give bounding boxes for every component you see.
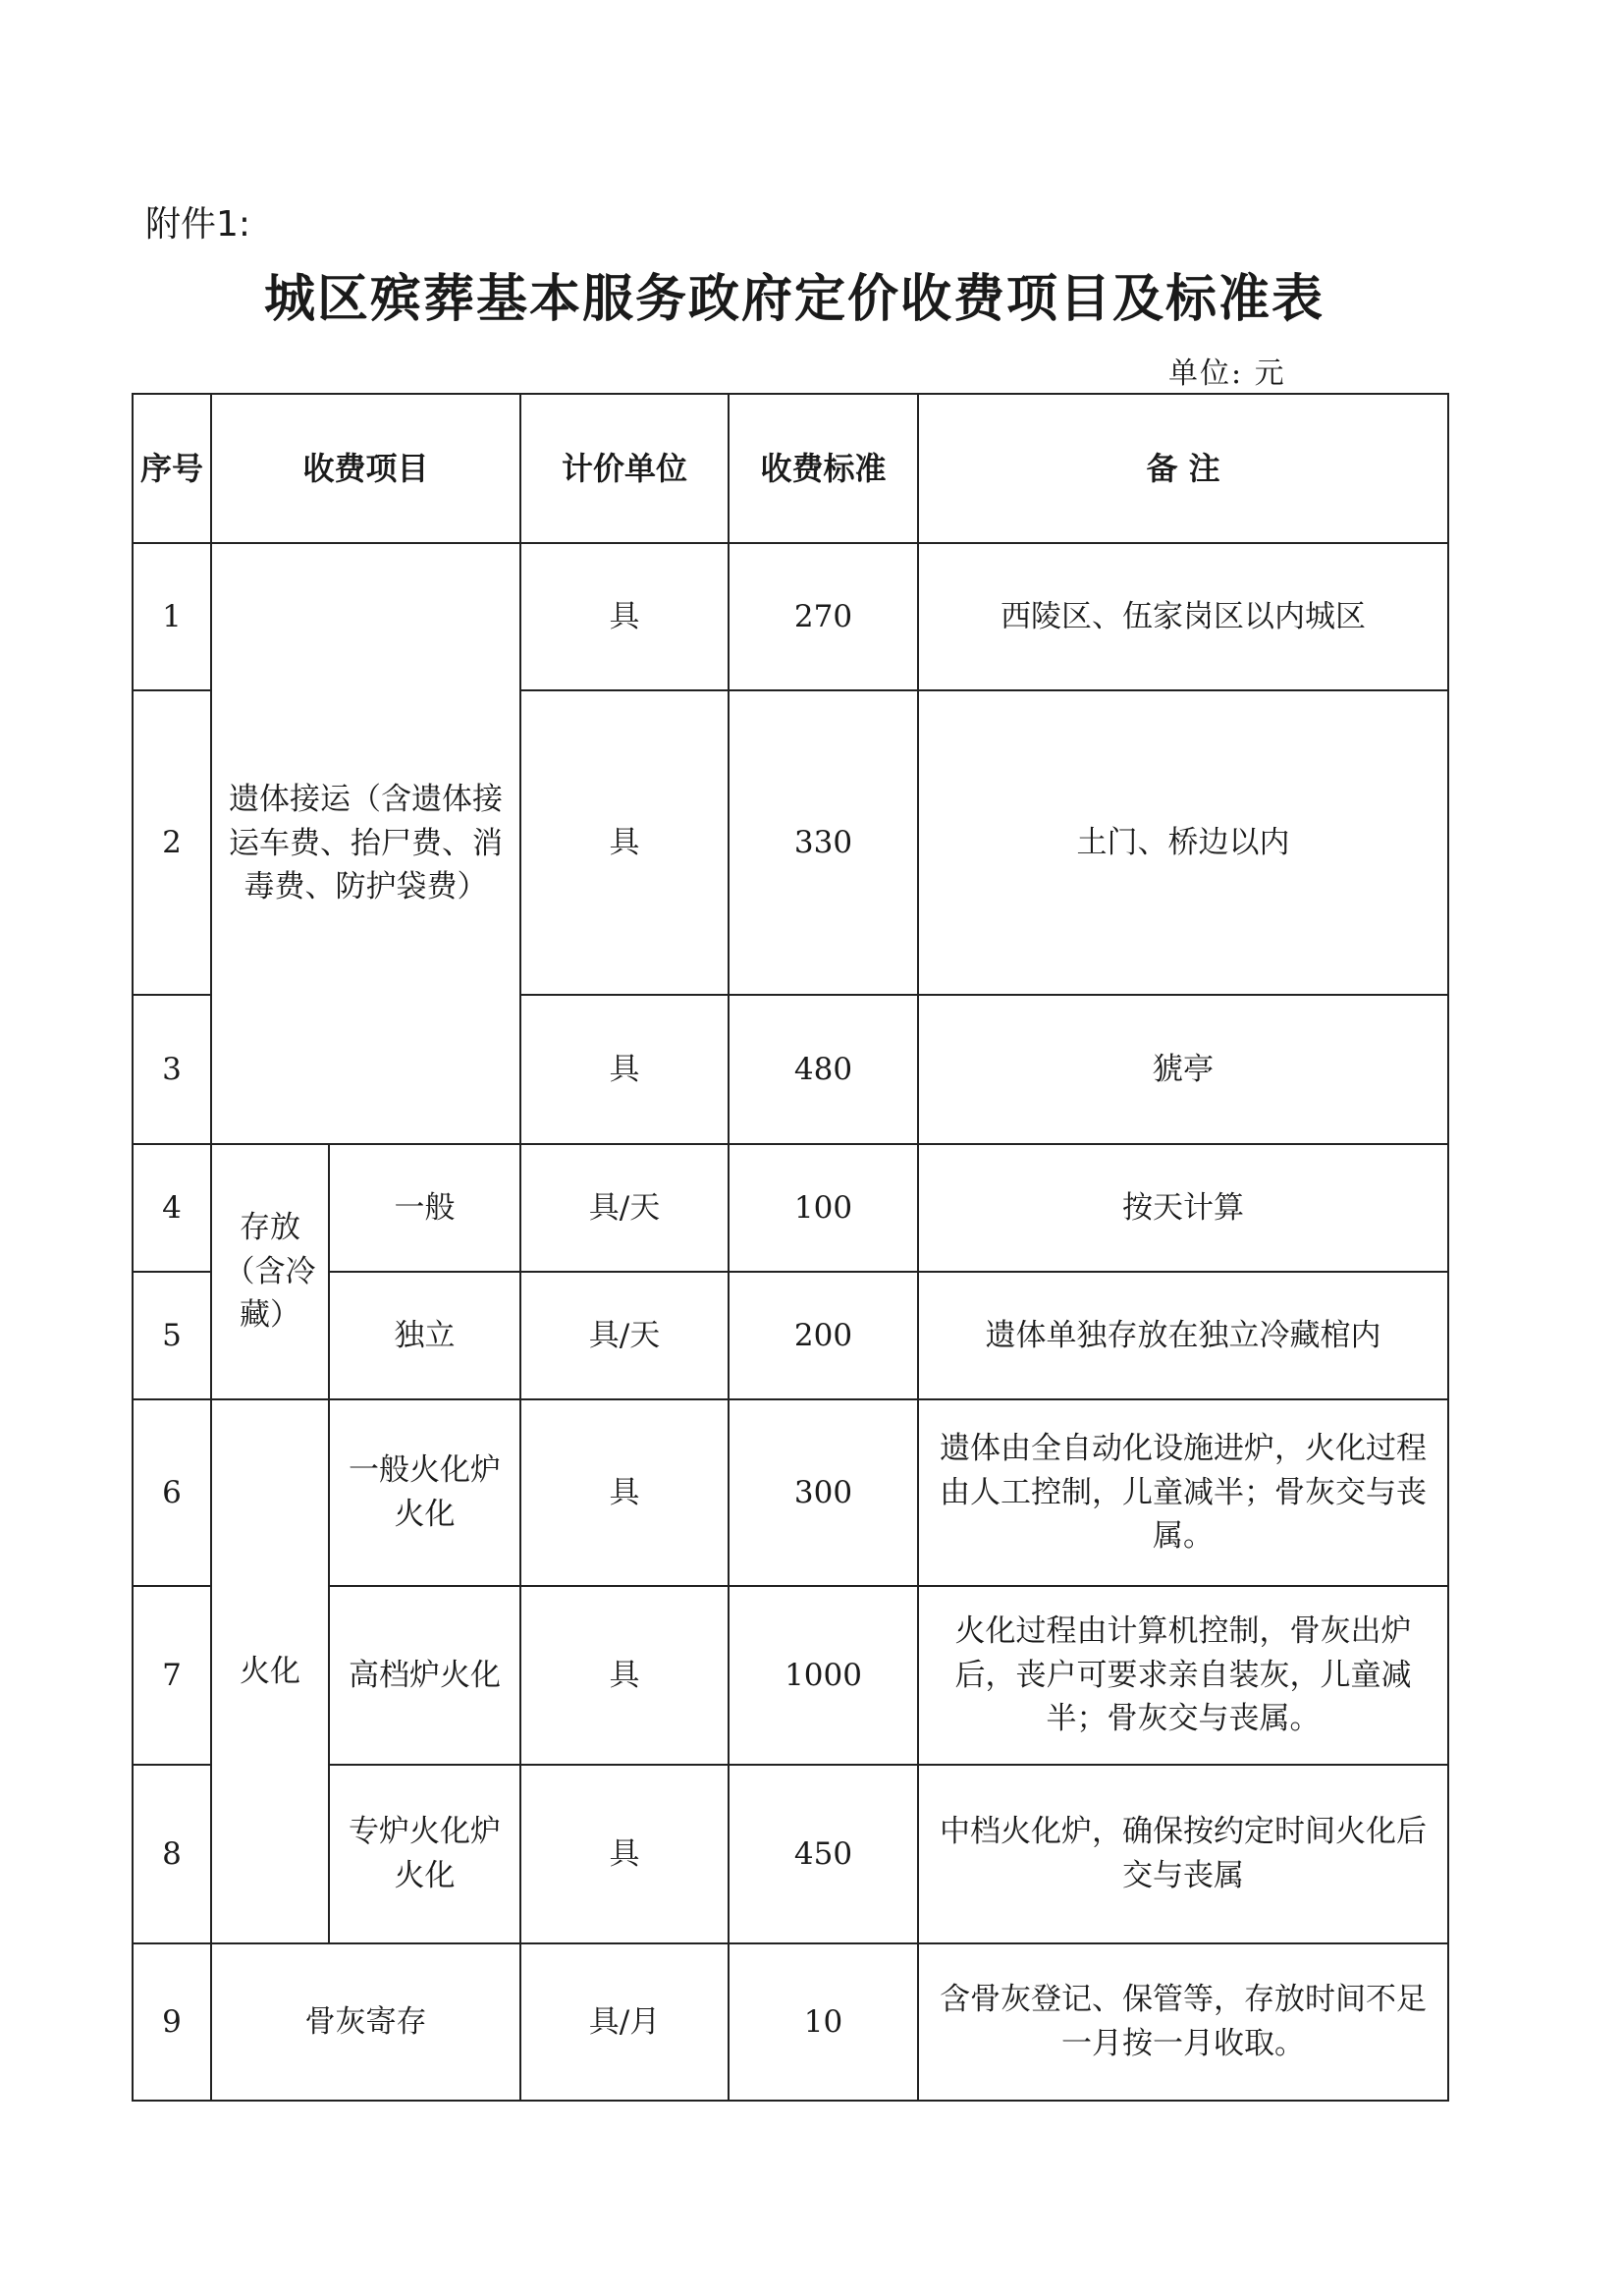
row-note: 火化过程由计算机控制，骨灰出炉后，丧户可要求亲自装灰，儿童减半；骨灰交与丧属。	[918, 1586, 1448, 1765]
row-unit: 具	[520, 995, 729, 1144]
row-unit: 具/天	[520, 1272, 729, 1399]
row-unit: 具/月	[520, 1943, 729, 2101]
row-price: 330	[729, 690, 918, 995]
attachment-label: 附件1:	[145, 204, 251, 245]
unit-note: 单位: 元	[1168, 356, 1286, 391]
table-row	[133, 1765, 1448, 1943]
header-unit: 计价单位	[520, 394, 729, 543]
row-price: 100	[729, 1144, 918, 1272]
row-no: 2	[133, 690, 211, 995]
row-unit: 具	[520, 1765, 729, 1943]
row-item: 骨灰寄存	[211, 1943, 520, 2101]
table-header-row	[133, 394, 1448, 543]
row-no: 7	[133, 1586, 211, 1765]
row-note: 遗体由全自动化设施进炉，火化过程由人工控制，儿童减半；骨灰交与丧属。	[918, 1399, 1448, 1586]
header-no: 序号	[133, 394, 211, 543]
row-note: 猇亭	[918, 995, 1448, 1144]
row-sub-item: 一般	[329, 1144, 520, 1272]
row-no: 5	[133, 1272, 211, 1399]
row-price: 300	[729, 1399, 918, 1586]
row-price: 270	[729, 543, 918, 690]
row-unit: 具	[520, 690, 729, 995]
page-title: 城区殡葬基本服务政府定价收费项目及标准表	[263, 270, 1325, 329]
table-row	[133, 1272, 1448, 1399]
table-row	[133, 1943, 1448, 2101]
row-sub-item: 独立	[329, 1272, 520, 1399]
header-price: 收费标准	[729, 394, 918, 543]
row-note: 中档火化炉，确保按约定时间火化后交与丧属	[918, 1765, 1448, 1943]
row-unit: 具	[520, 543, 729, 690]
row-unit: 具/天	[520, 1144, 729, 1272]
row-price: 1000	[729, 1586, 918, 1765]
group-cremation: 火化	[211, 1399, 329, 1943]
row-no: 1	[133, 543, 211, 690]
table-row	[133, 1399, 1448, 1586]
row-no: 9	[133, 1943, 211, 2101]
table-row	[133, 1586, 1448, 1765]
row-note: 遗体单独存放在独立冷藏棺内	[918, 1272, 1448, 1399]
row-sub-item: 一般火化炉火化	[329, 1399, 520, 1586]
row-sub-item: 专炉火化炉火化	[329, 1765, 520, 1943]
row-no: 8	[133, 1765, 211, 1943]
row-note: 西陵区、伍家岗区以内城区	[918, 543, 1448, 690]
fee-table	[132, 393, 1449, 2102]
table-row	[133, 543, 1448, 690]
group-storage: 存放（含冷藏）	[211, 1144, 329, 1399]
table-row	[133, 1144, 1448, 1272]
row-note: 按天计算	[918, 1144, 1448, 1272]
row-price: 480	[729, 995, 918, 1144]
row-no: 4	[133, 1144, 211, 1272]
row-unit: 具	[520, 1586, 729, 1765]
row-note: 土门、桥边以内	[918, 690, 1448, 995]
group-transport: 遗体接运（含遗体接运车费、抬尸费、消毒费、防护袋费）	[211, 543, 520, 1144]
row-price: 10	[729, 1943, 918, 2101]
header-item: 收费项目	[211, 394, 520, 543]
row-sub-item: 高档炉火化	[329, 1586, 520, 1765]
row-unit: 具	[520, 1399, 729, 1586]
row-price: 450	[729, 1765, 918, 1943]
row-note: 含骨灰登记、保管等，存放时间不足一月按一月收取。	[918, 1943, 1448, 2101]
row-no: 3	[133, 995, 211, 1144]
header-note: 备 注	[918, 394, 1448, 543]
row-no: 6	[133, 1399, 211, 1586]
row-price: 200	[729, 1272, 918, 1399]
